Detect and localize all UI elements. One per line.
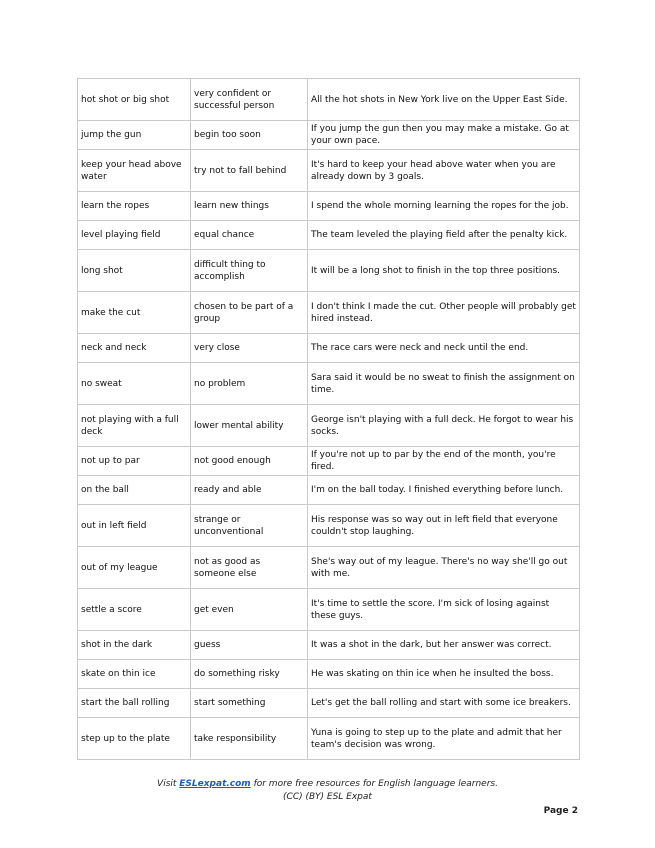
idiom-cell: long shot [78, 250, 191, 292]
meaning-cell: ready and able [191, 476, 308, 505]
table-row [78, 334, 580, 363]
example-cell: Let's get the ball rolling and start with some ice breakers. [308, 689, 580, 718]
meaning-cell: difficult thing to accomplish [191, 250, 308, 292]
meaning-cell: get even [191, 589, 308, 631]
table-row [78, 447, 580, 476]
example-cell: His response was so way out in left field that everyone couldn't stop laughing. [308, 505, 580, 547]
example-cell: If you're not up to par by the end of the month, you're fired. [308, 447, 580, 476]
table-row [78, 250, 580, 292]
meaning-cell: chosen to be part of a group [191, 292, 308, 334]
table-row [78, 660, 580, 689]
meaning-cell: very confident or successful person [191, 79, 308, 121]
idiom-cell: no sweat [78, 363, 191, 405]
meaning-cell: no problem [191, 363, 308, 405]
table-row [78, 405, 580, 447]
table-row [78, 221, 580, 250]
table-row [78, 631, 580, 660]
idiom-cell: settle a score [78, 589, 191, 631]
idiom-cell: skate on thin ice [78, 660, 191, 689]
idiom-cell: learn the ropes [78, 192, 191, 221]
meaning-cell: not as good as someone else [191, 547, 308, 589]
example-cell: The race cars were neck and neck until the end. [308, 334, 580, 363]
footer-resources-line [0, 778, 655, 790]
meaning-cell: begin too soon [191, 121, 308, 150]
idiom-cell: make the cut [78, 292, 191, 334]
footer-license: (CC) (BY) ESL Expat [283, 792, 372, 802]
example-cell: It will be a long shot to finish in the top three positions. [308, 250, 580, 292]
meaning-cell: take responsibility [191, 718, 308, 760]
example-cell: I don't think I made the cut. Other people will probably get hired instead. [308, 292, 580, 334]
idiom-cell: start the ball rolling [78, 689, 191, 718]
idiom-cell: jump the gun [78, 121, 191, 150]
meaning-cell: very close [191, 334, 308, 363]
table-row [78, 121, 580, 150]
example-cell: I'm on the ball today. I finished everything before lunch. [308, 476, 580, 505]
footer-suffix: for more free resources for English language learners. [250, 779, 498, 789]
example-cell: Yuna is going to step up to the plate and admit that her team's decision was wrong. [308, 718, 580, 760]
table-row [78, 79, 580, 121]
idiom-cell: step up to the plate [78, 718, 191, 760]
eslexpat-link[interactable]: ESLexpat.com [179, 779, 251, 789]
idiom-cell: not playing with a full deck [78, 405, 191, 447]
idioms-table [77, 78, 580, 760]
example-cell: If you jump the gun then you may make a mistake. Go at your own pace. [308, 121, 580, 150]
example-cell: It's time to settle the score. I'm sick of losing against these guys. [308, 589, 580, 631]
page-number: Page 2 [543, 806, 578, 816]
example-cell: He was skating on thin ice when he insulted the boss. [308, 660, 580, 689]
example-cell: She's way out of my league. There's no way she'll go out with me. [308, 547, 580, 589]
idiom-cell: out of my league [78, 547, 191, 589]
idioms-table-body [78, 79, 580, 760]
meaning-cell: guess [191, 631, 308, 660]
meaning-cell: learn new things [191, 192, 308, 221]
footer-prefix: Visit [157, 779, 180, 789]
example-cell: George isn't playing with a full deck. He forgot to wear his socks. [308, 405, 580, 447]
table-row [78, 192, 580, 221]
example-cell: The team leveled the playing field after the penalty kick. [308, 221, 580, 250]
meaning-cell: do something risky [191, 660, 308, 689]
idiom-cell: out in left field [78, 505, 191, 547]
table-row [78, 363, 580, 405]
idiom-cell: shot in the dark [78, 631, 191, 660]
table-row [78, 589, 580, 631]
idiom-cell: not up to par [78, 447, 191, 476]
table-row [78, 689, 580, 718]
meaning-cell: equal chance [191, 221, 308, 250]
idiom-cell: hot shot or big shot [78, 79, 191, 121]
example-cell: I spend the whole morning learning the ropes for the job. [308, 192, 580, 221]
example-cell: It was a shot in the dark, but her answer was correct. [308, 631, 580, 660]
idiom-cell: level playing field [78, 221, 191, 250]
meaning-cell: start something [191, 689, 308, 718]
table-row [78, 292, 580, 334]
table-row [78, 718, 580, 760]
idiom-cell: on the ball [78, 476, 191, 505]
table-row [78, 476, 580, 505]
idiom-cell: keep your head above water [78, 150, 191, 192]
table-row [78, 150, 580, 192]
table-row [78, 547, 580, 589]
meaning-cell: lower mental ability [191, 405, 308, 447]
meaning-cell: strange or unconventional [191, 505, 308, 547]
meaning-cell: try not to fall behind [191, 150, 308, 192]
example-cell: It's hard to keep your head above water when you are already down by 3 goals. [308, 150, 580, 192]
idiom-cell: neck and neck [78, 334, 191, 363]
example-cell: All the hot shots in New York live on the Upper East Side. [308, 79, 580, 121]
meaning-cell: not good enough [191, 447, 308, 476]
table-row [78, 505, 580, 547]
example-cell: Sara said it would be no sweat to finish the assignment on time. [308, 363, 580, 405]
